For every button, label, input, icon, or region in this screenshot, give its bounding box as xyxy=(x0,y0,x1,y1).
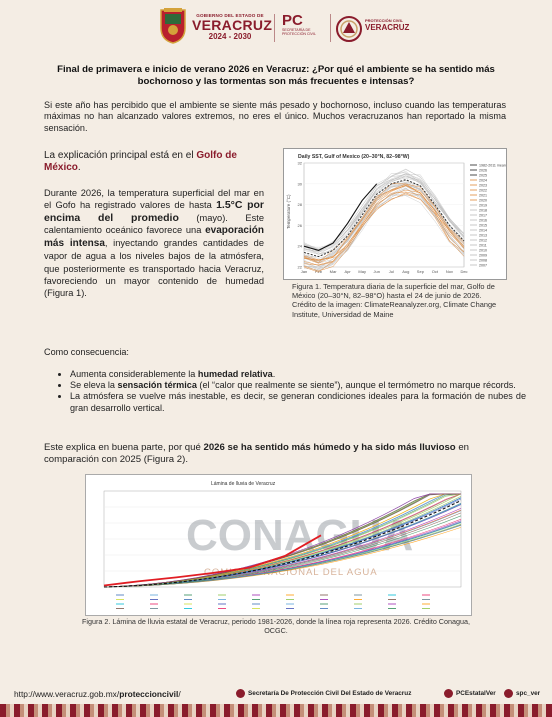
sst-xtick-label: Jan xyxy=(300,269,308,274)
sst-xtick-label: Jun xyxy=(373,269,380,274)
list-item-bold: humedad relativa xyxy=(197,369,273,379)
figure1-caption: Figura 1. Temperatura diaria de la superficie del mar, Golfo de México (20–30°N, 82–98°O) hasta el 24 de junio de 2026. Crédito de la imagen: ClimateReanalyzer.org, Climate Change Institute, Universidad de Maine xyxy=(292,282,497,319)
explanation-paragraph xyxy=(44,150,266,175)
figure2-chart xyxy=(85,474,472,616)
sst-ytick-label: 24 xyxy=(297,243,302,249)
sst-xtick-label: Aug xyxy=(402,269,410,274)
list-item-text-end: . xyxy=(272,369,276,379)
sst-ytick-label: 26 xyxy=(297,222,302,228)
rain-chart-title: Lámina de lluvia de Veracruz xyxy=(211,481,276,487)
footer-url-end: / xyxy=(178,689,181,699)
sst-legend-label: 2010 xyxy=(479,248,487,253)
list-item-text: Se eleva la xyxy=(70,380,118,391)
sst-xtick-label: Nov xyxy=(445,269,454,274)
sst-legend-label: 2023 xyxy=(479,183,487,188)
sst-chart-title: Daily SST, Gulf of Mexico (20–30°N, 82–98°W) xyxy=(298,154,410,160)
sst-chart-svg xyxy=(284,149,506,279)
list-item-bold: sensación térmica xyxy=(117,380,197,391)
sst-chart-ylabel: Temperature (°C) xyxy=(286,194,291,229)
pc-logo-subtext: SECRETARÍA DE PROTECCIÓN CIVIL xyxy=(282,28,316,36)
footer-instagram-link[interactable] xyxy=(444,689,496,698)
figure2-caption: Figura 2. Lámina de lluvia estatal de Veracruz, periodo 1981-2026, donde la línea roja representa 2026. Crédito Conagua, OCGC. xyxy=(82,617,470,635)
pcv-big-text: VERACRUZ xyxy=(365,23,410,32)
sst-legend-label: 2024 xyxy=(479,178,487,183)
sst-xtick-label: Oct xyxy=(431,269,439,274)
sst-legend-label: 1982-2011 mean xyxy=(479,163,506,168)
sst-bold-2: evaporación más intensa xyxy=(44,224,264,250)
footer-url-bold: proteccioncivil xyxy=(119,689,179,699)
list-item xyxy=(70,380,526,391)
sst-legend-label: 2019 xyxy=(479,203,487,208)
twitter-icon xyxy=(504,689,513,698)
page-title: Final de primavera e inicio de verano 2026 en Veracruz: ¿Por qué el ambiente se ha sentido más bochornoso y las tormentas son más frecuentes e intensas? xyxy=(57,64,495,87)
rain-paragraph xyxy=(44,442,506,466)
rain-bold: 2026 se ha sentido más húmedo y ha sido más lluvioso xyxy=(203,442,456,453)
veracruz-seal-icon xyxy=(158,8,188,44)
footer-twitter-text: spc_ver xyxy=(516,690,541,698)
page-header xyxy=(0,6,552,46)
gob-line3: 2024 - 2030 xyxy=(208,32,252,41)
rain-text-end: en comparación con 2025 (Figura 2). xyxy=(44,442,470,465)
sst-legend-label: 2022 xyxy=(479,188,487,193)
sst-text-2: (mayo). Este calentamiento oceánico favorece una xyxy=(44,212,264,235)
proteccion-civil-emblem-icon xyxy=(336,16,362,42)
sst-xtick-label: May xyxy=(358,269,366,274)
footer-url-text: http://www.veracruz.gob.mx/ xyxy=(14,689,120,699)
sst-legend-label: 2016 xyxy=(479,218,487,223)
sst-xtick-label: Dec xyxy=(460,269,468,274)
explanation-bold: Golfo de México xyxy=(44,150,237,174)
list-item xyxy=(70,369,526,380)
sst-legend-label: 2013 xyxy=(479,233,487,238)
header-divider xyxy=(274,14,275,42)
sst-xtick-label: Jul xyxy=(388,269,394,274)
footer-facebook-link[interactable] xyxy=(236,689,411,698)
footer-facebook-text: Secretaría De Protección Civil Del Estado de Veracruz xyxy=(248,690,412,698)
figure1-chart xyxy=(283,148,507,280)
facebook-icon xyxy=(236,689,245,698)
list-item-text-end: (el “calor que realmente se siente”), aunque el termómetro no marque récords. xyxy=(196,380,516,391)
sst-legend-label: 2017 xyxy=(479,213,487,218)
explanation-end: . xyxy=(77,162,81,174)
pcv-small-text: PROTECCIÓN CIVIL xyxy=(365,18,404,23)
sst-legend-label: 2015 xyxy=(479,223,487,228)
sst-legend-label: 2008 xyxy=(479,258,487,263)
sst-legend-label: 2020 xyxy=(479,198,487,203)
sst-text-3: , inyectando grandes cantidades de vapor de agua a los niveles bajos de la atmósfera, que posteriormente es transportado hacia Veracruz, favoreciendo un mayor contenido de humedad (Figura 1). xyxy=(44,238,264,299)
rain-chart-legend xyxy=(116,595,430,609)
footer-instagram-text: PCEstatalVer xyxy=(456,690,496,698)
sst-ytick-label: 28 xyxy=(297,202,302,208)
sst-xtick-label: Apr xyxy=(344,269,351,274)
pc-logo-text: PC xyxy=(282,12,303,29)
sst-xtick-label: Mar xyxy=(329,269,337,274)
sst-legend-label: 2009 xyxy=(479,253,487,258)
sst-ytick-label: 30 xyxy=(297,181,302,187)
footer-decorative-band xyxy=(0,704,552,717)
sst-chart-legend xyxy=(470,163,506,267)
sst-legend-label: 2021 xyxy=(479,193,487,198)
rain-text: Este explica en buena parte, por qué xyxy=(44,442,204,453)
conagua-watermark-sub: COMISIÓN NACIONAL DEL AGUA xyxy=(204,567,378,578)
page-footer xyxy=(0,688,552,704)
header-divider xyxy=(330,14,331,42)
sst-legend-label: 2014 xyxy=(479,228,487,233)
consequence-list xyxy=(48,369,526,414)
rain-chart-svg xyxy=(86,475,471,615)
list-item-text: Aumenta considerablemente la xyxy=(70,369,198,379)
conagua-watermark: CONAGUA xyxy=(186,511,414,560)
gobierno-logo xyxy=(192,13,273,41)
footer-twitter-link[interactable] xyxy=(504,689,540,698)
sst-legend-label: 2007 xyxy=(479,263,487,268)
sst-bold-1: 1.5°C por encima del promedio xyxy=(44,199,264,224)
sst-legend-label: 2012 xyxy=(479,238,487,243)
gob-line1: GOBIERNO DEL ESTADO DE xyxy=(196,13,264,18)
consequence-label: Como consecuencia: xyxy=(44,347,129,357)
list-item-text: La atmósfera se vuelve más inestable, es decir, se generan condiciones ideales para la formación de nubes de gran desarrollo vertical. xyxy=(70,391,526,413)
sst-xtick-label: Feb xyxy=(315,269,322,274)
footer-url[interactable] xyxy=(14,689,181,699)
sst-text-1: Durante 2026, la temperatura superficial del mar en el Gofo ha registrado valores de hasta xyxy=(44,188,264,211)
gob-line2: VERACRUZ xyxy=(192,17,273,33)
instagram-icon xyxy=(444,689,453,698)
explanation-text: La explicación principal está en el xyxy=(44,150,197,161)
list-item xyxy=(70,391,526,413)
sst-legend-label: 2025 xyxy=(479,173,487,178)
sst-ytick-label: 32 xyxy=(297,160,302,166)
sst-legend-label: 2018 xyxy=(479,208,487,213)
pc-logo xyxy=(282,14,328,36)
sst-legend-label: 2011 xyxy=(479,243,487,248)
sst-xtick-label: Sep xyxy=(416,269,424,274)
sst-legend-label: 2026 xyxy=(479,168,487,173)
sst-paragraph xyxy=(44,187,264,300)
pc-veracruz-logo xyxy=(365,18,409,32)
sst-ytick-label: 22 xyxy=(297,264,302,270)
intro-paragraph: Si este año has percibido que el ambiente se siente más pesado y bochornoso, incluso cuando las temperaturas máximas no han alcanzado valores extremos, no eres el único. Muchos veracruzanos han reportado la misma sensación. xyxy=(44,100,506,133)
